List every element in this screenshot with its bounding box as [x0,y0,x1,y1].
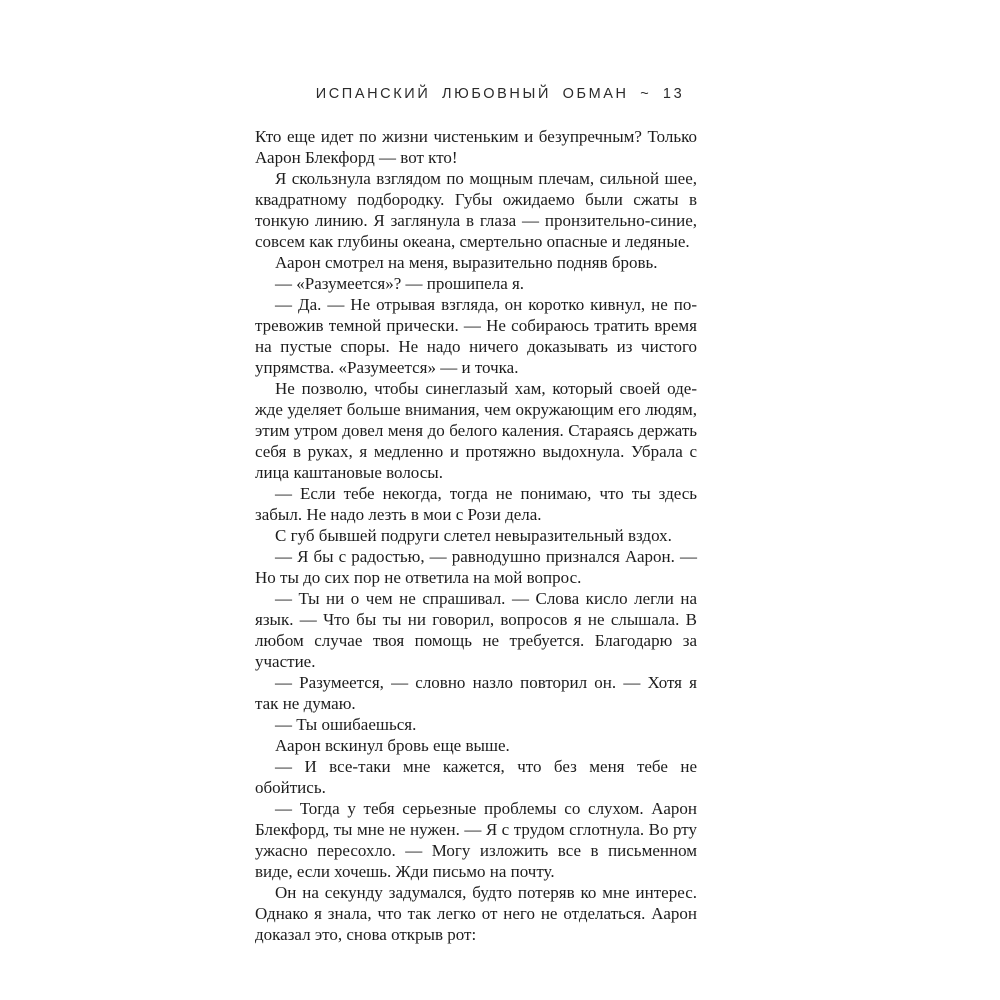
paragraph: Кто еще идет по жизни чистеньким и безупречным? Только Аарон Блекфорд — вот кто! [255,127,697,167]
paragraph: Не позволю, чтобы синеглазый хам, который своей одежде уделяет больше внимания, чем окружающим его людям, этим утром довел меня до белого каления. Стараясь держать себя в руках, я медленно и протяжно выдохнула. Убрала с лица каштановые волосы. [255,379,697,482]
paragraph: Аарон смотрел на меня, выразительно подняв бровь. [275,253,658,272]
paragraph: — Тогда у тебя серьезные проблемы со слухом. Аарон Блекфорд, ты мне не нужен. — Я с трудом сглотнула. Во рту ужасно пересохло. — Могу изложить все в письменном виде, если хочешь. Жди письмо на почту. [255,799,697,881]
paragraph: — Ты ошибаешься. [275,715,417,734]
page-text-column [255,126,697,945]
paragraph: С губ бывшей подруги слетел невыразительный вздох. [275,526,672,545]
paragraph: — Ты ни о чем не спрашивал. — Слова кисло легли на язык. — Что бы ты ни говорил, вопросов я не слышала. В любом случае твоя помощь не требуется. Благодарю за участие. [255,589,697,671]
paragraph: — И все-таки мне кажется, что без меня тебе не обойтись. [255,757,697,797]
running-header: ИСПАНСКИЙ ЛЮБОВНЫЙ ОБМАН ~ 13 [315,86,685,102]
paragraph: Аарон вскинул бровь еще выше. [275,736,510,755]
paragraph: — Я бы с радостью, — равнодушно признался Аарон. — Но ты до сих пор не ответила на мой вопрос. [255,547,697,587]
paragraph: Он на секунду задумался, будто потеряв ко мне интерес. Однако я знала, что так легко от него не отделаться. Аарон доказал это, снова открыв рот: [255,883,697,944]
paragraph: — Да. — Не отрывая взгляда, он коротко кивнул, не потревожив темной прически. — Не собираюсь тратить время на пустые споры. Не надо ничего доказывать из чистого упрямства. «Разумеется» — и точка. [255,295,697,377]
paragraph: — «Разумеется»? — прошипела я. [275,274,525,293]
paragraph: Я скользнула взглядом по мощным плечам, сильной шее, квадратному подбородку. Губы ожидаемо были сжаты в тонкую линию. Я заглянула в глаза — пронзительно-синие, совсем как глубины океана, смертельно опасные и ледяные. [255,169,697,251]
paragraph: — Разумеется, — словно назло повторил он. — Хотя я так не думаю. [255,673,697,713]
paragraph: — Если тебе некогда, тогда не понимаю, что ты здесь забыл. Не надо лезть в мои с Рози дела. [255,484,697,524]
